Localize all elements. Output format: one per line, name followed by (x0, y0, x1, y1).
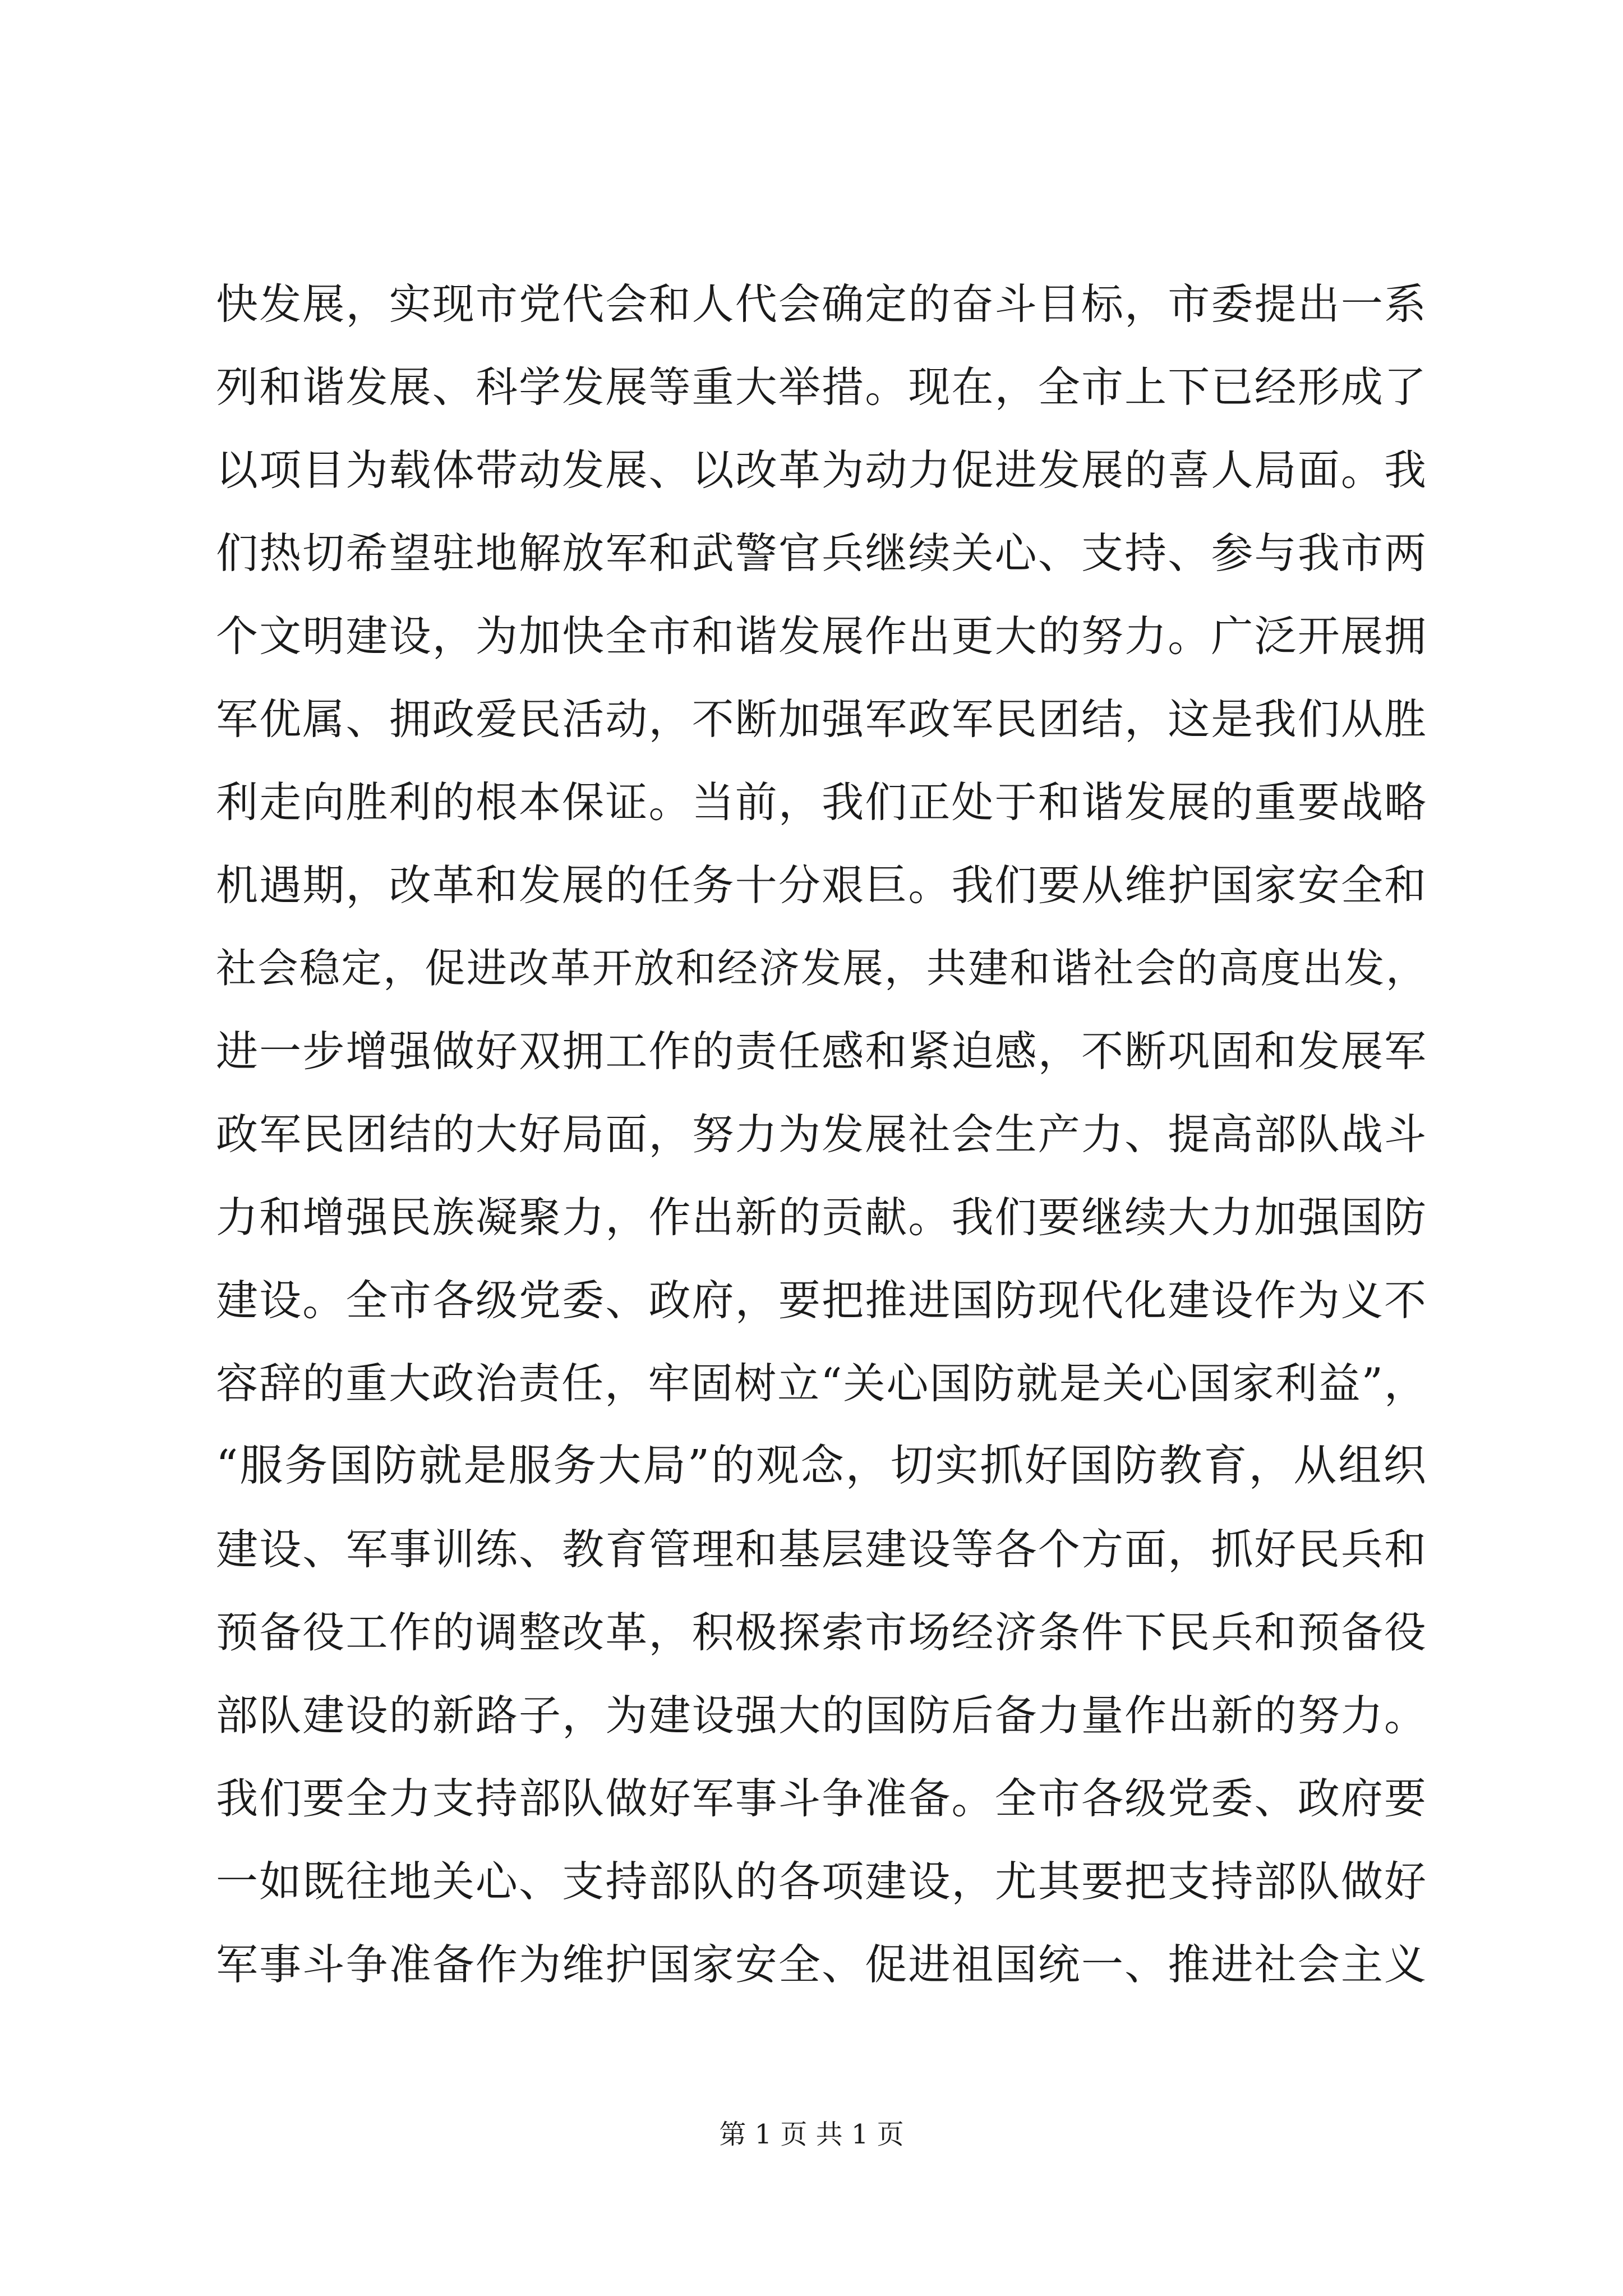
text-line: 进一步增强做好双拥工作的责任感和紧迫感，不断巩固和发展军 (216, 1027, 1427, 1076)
text-line: 力和增强民族凝聚力，作出新的贡献。我们要继续大力加强国防 (216, 1193, 1427, 1242)
text-line: 个文明建设，为加快全市和谐发展作出更大的努力。广泛开展拥 (216, 611, 1427, 661)
text-line: 预备役工作的调整改革，积极探索市场经济条件下民兵和预备役 (216, 1608, 1427, 1657)
body-text (216, 263, 1427, 2006)
page-footer (0, 2118, 1623, 2151)
text-line: 军事斗争准备作为维护国家安全、促进祖国统一、推进社会主义 (216, 1940, 1427, 1989)
text-line: 快发展，实现市党代会和人代会确定的奋斗目标，市委提出一系 (216, 279, 1427, 329)
text-line: 部队建设的新路子，为建设强大的国防后备力量作出新的努力。 (216, 1691, 1427, 1740)
text-line: 政军民团结的大好局面，努力为发展社会生产力、提高部队战斗 (216, 1110, 1427, 1159)
text-line: 以项目为载体带动发展、以改革为动力促进发展的喜人局面。我 (216, 445, 1427, 495)
text-line: 我们要全力支持部队做好军事斗争准备。全市各级党委、政府要 (216, 1774, 1427, 1823)
text-line: 一如既往地关心、支持部队的各项建设，尤其要把支持部队做好 (216, 1857, 1427, 1906)
text-line: 军优属、拥政爱民活动，不断加强军政军民团结，这是我们从胜 (216, 694, 1427, 744)
page-number-label: 第 1 页 共 1 页 (719, 2119, 904, 2150)
text-line: 机遇期，改革和发展的任务十分艰巨。我们要从维护国家安全和 (216, 861, 1427, 910)
text-line: 社会稳定，促进改革开放和经济发展，共建和谐社会的高度出发， (216, 945, 1427, 992)
text-line: 建设。全市各级党委、政府，要把推进国防现代化建设作为义不 (216, 1276, 1427, 1325)
text-line: 利走向胜利的根本保证。当前，我们正处于和谐发展的重要战略 (216, 777, 1427, 827)
text-line: “服务国防就是服务大局”的观念，切实抓好国防教育，从组织 (216, 1441, 1427, 1491)
text-line: 容辞的重大政治责任，牢固树立“关心国防就是关心国家利益”， (216, 1359, 1427, 1408)
text-line: 们热切希望驻地解放军和武警官兵继续关心、支持、参与我市两 (216, 528, 1427, 578)
text-line: 建设、军事训练、教育管理和基层建设等各个方面，抓好民兵和 (216, 1525, 1427, 1574)
text-line: 列和谐发展、科学发展等重大举措。现在，全市上下已经形成了 (216, 362, 1427, 412)
